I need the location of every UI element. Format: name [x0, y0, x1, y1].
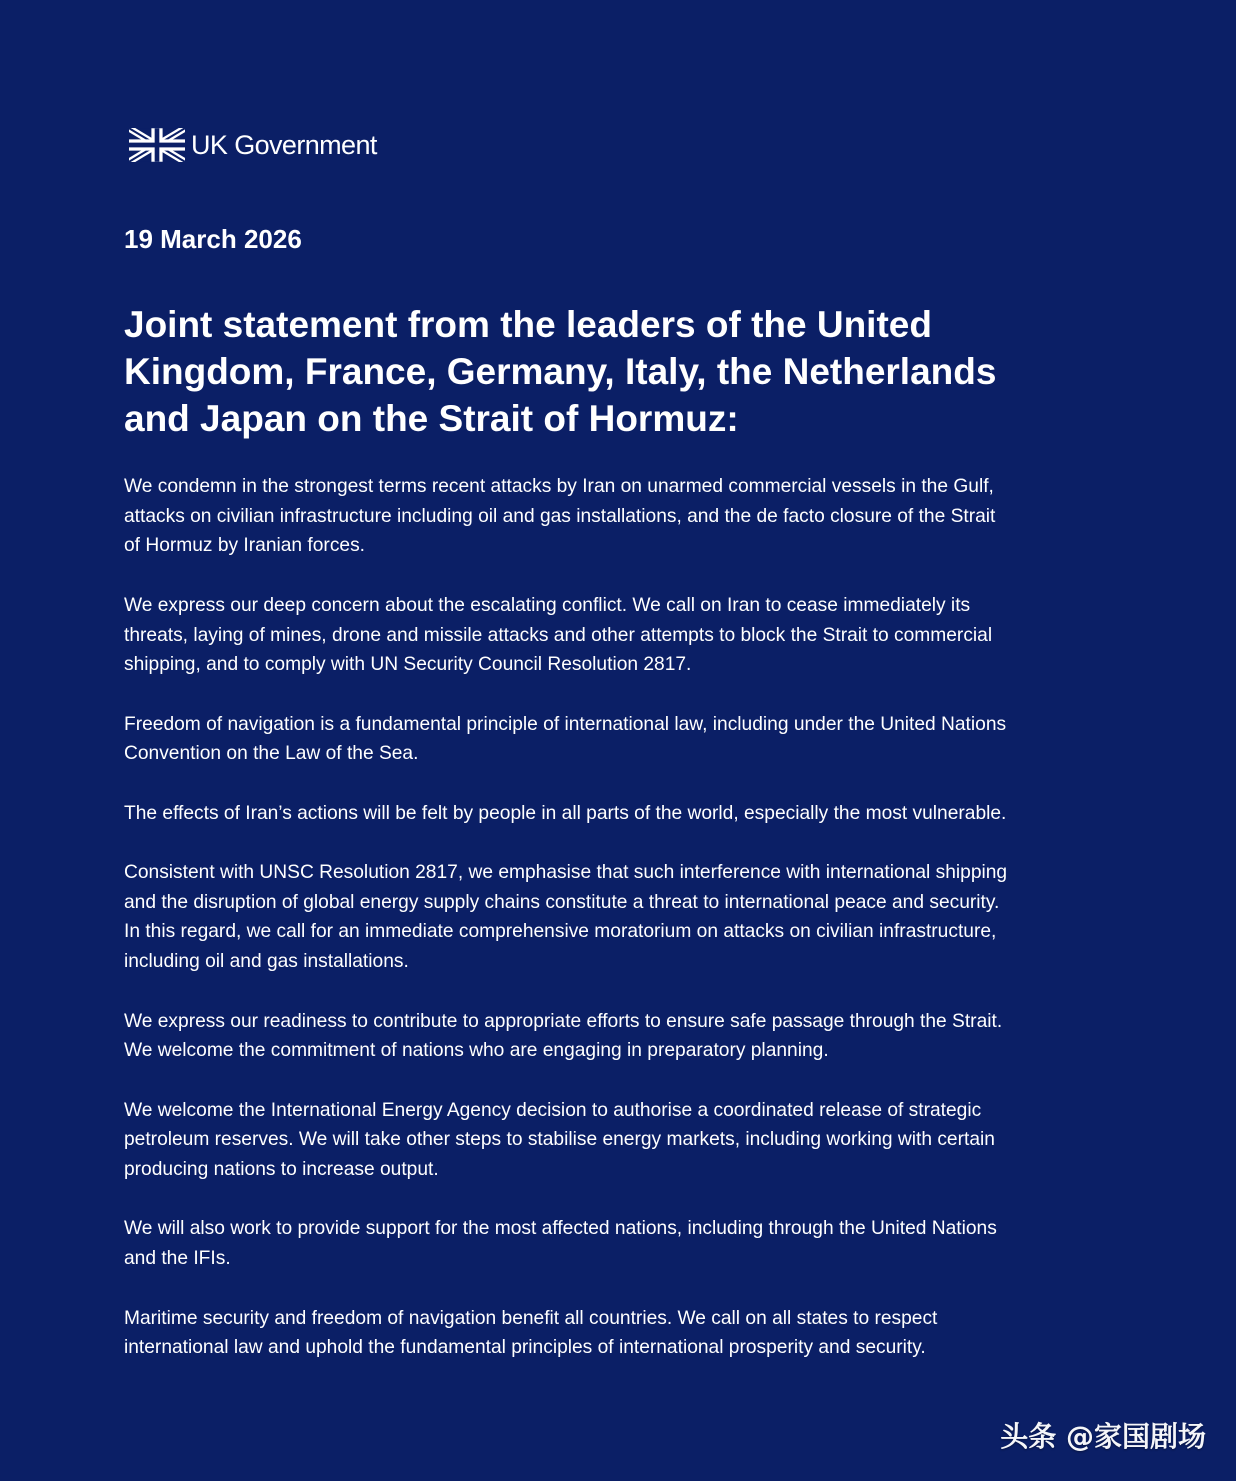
- union-flag-icon: [129, 128, 185, 162]
- paragraph: Freedom of navigation is a fundamental principle of international law, including under the United Nations Convention on the Law of the Sea.: [124, 713, 1007, 765]
- paragraph: We express our readiness to contribute to appropriate efforts to ensure safe passage through the Strait. We welcome the commitment of nations who are engaging in preparatory planning.: [124, 1010, 1003, 1062]
- org-header: [129, 128, 377, 162]
- paragraph: We condemn in the strongest terms recent attacks by Iran on unarmed commercial vessels in the Gulf, attacks on civilian infrastructure including oil and gas installations, and the de facto closure of the Strait of Hormuz by Iranian forces.: [124, 476, 996, 557]
- paragraph: Consistent with UNSC Resolution 2817, we emphasise that such interference with international shipping and the disruption of global energy supply chains constitute a threat to international peace and security. In this regard, we call for an immediate comprehensive moratorium on attacks on civilian infrastructure, including oil and gas installations.: [124, 862, 1008, 973]
- paragraph: We welcome the International Energy Agency decision to authorise a coordinated release of strategic petroleum reserves. We will take other steps to stabilise energy markets, including working with certain producing nations to increase output.: [124, 1099, 995, 1181]
- watermark: 头条 @家国剧场: [1000, 1420, 1206, 1453]
- paragraph: Maritime security and freedom of navigation benefit all countries. We call on all states to respect international law and uphold the fundamental principles of international prosperity and security.: [124, 1307, 938, 1359]
- statement-body: [124, 472, 1014, 1393]
- paragraph: We express our deep concern about the escalating conflict. We call on Iran to cease immediately its threats, laying of mines, drone and missile attacks and other attempts to block the Strait to commercial shipping, and to comply with UN Security Council Resolution 2817.: [124, 594, 993, 676]
- paragraph: We will also work to provide support for the most affected nations, including through the United Nations and the IFIs.: [124, 1218, 997, 1270]
- paragraph: The effects of Iran’s actions will be felt by people in all parts of the world, especially the most vulnerable.: [124, 802, 1007, 824]
- statement-title: Joint statement from the leaders of the United Kingdom, France, Germany, Italy, the Netherlands and Japan on the Strait of Hormuz:: [124, 304, 997, 439]
- statement-date: 19 March 2026: [124, 224, 302, 254]
- org-name: UK Government: [191, 130, 377, 160]
